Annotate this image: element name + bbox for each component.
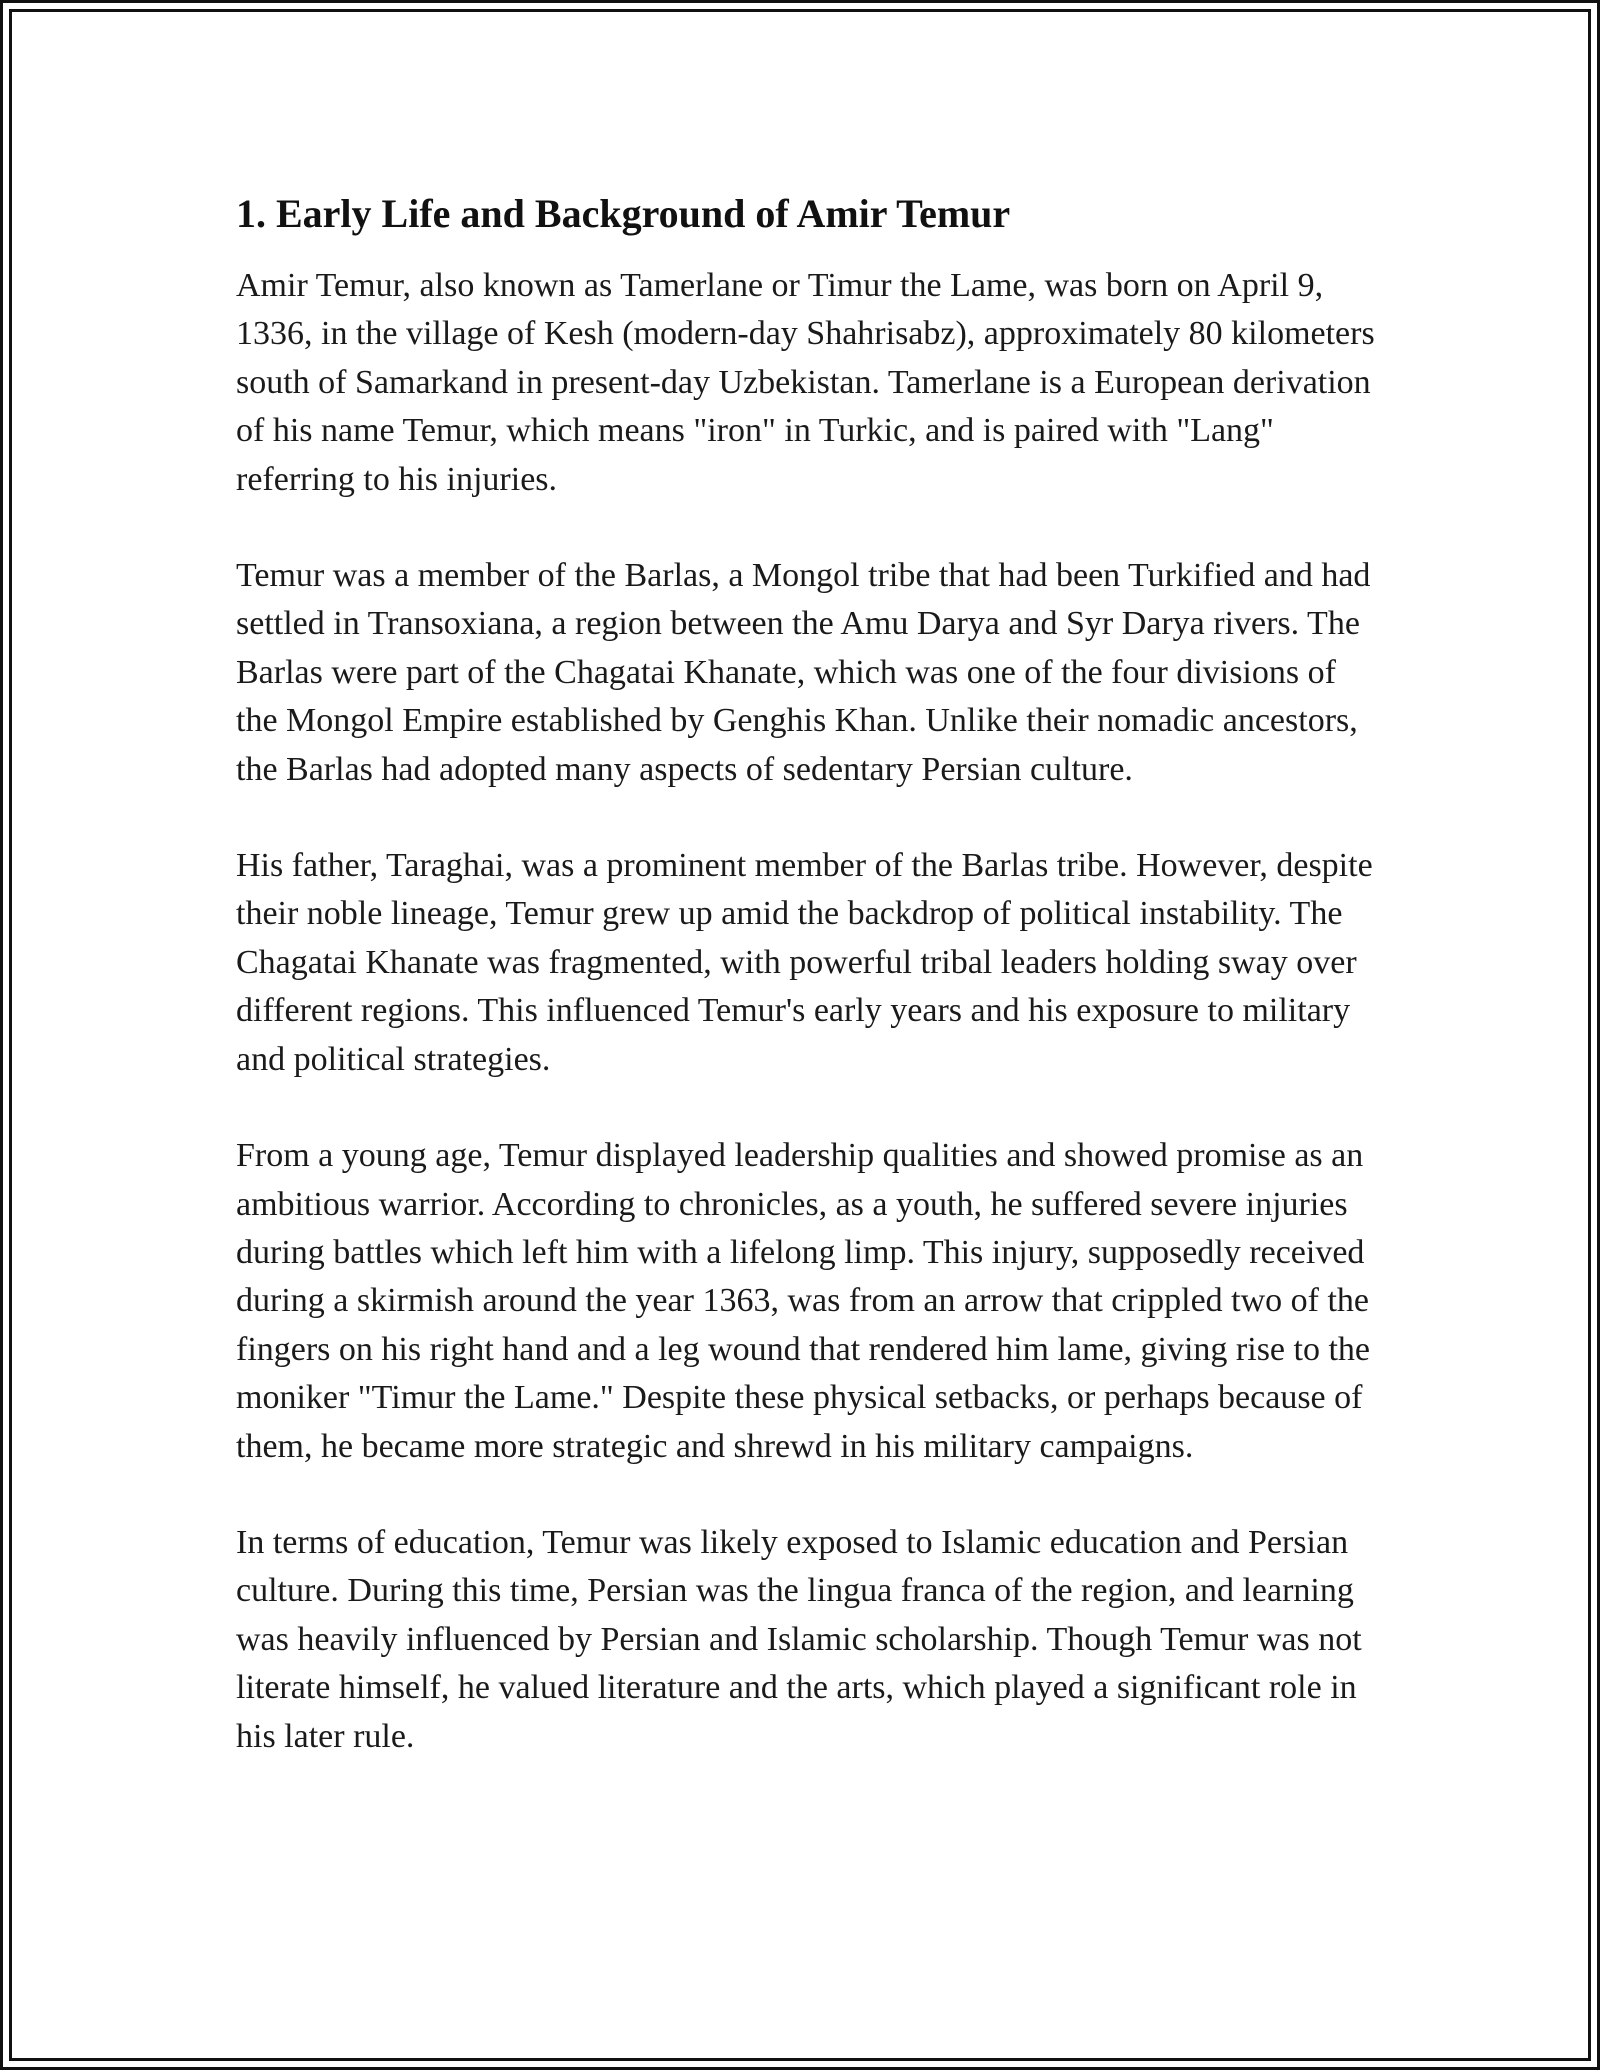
paragraph-barlas-tribe: Temur was a member of the Barlas, a Mongol tribe that had been Turkified and had settled in Transoxiana, a region between the Amu Darya and Syr Darya rivers. The Barlas were part of the Chagatai Khanate, which was one of the four divisions of the Mongol Empire established by Genghis Khan. Unlike their nomadic ancestors, the Barlas had adopted many aspects of sedentary Persian culture. xyxy=(236,557,1371,788)
paragraph-education: In terms of education, Temur was likely exposed to Islamic education and Persian culture. During this time, Persian was the lingua franca of the region, and learning was heavily influenced by Persian and Islamic scholarship. Though Temur was not literate himself, he valued literature and the arts, which played a significant role in his later rule. xyxy=(236,1523,1362,1755)
document-body xyxy=(236,186,1376,1761)
paragraph-birth: Amir Temur, also known as Tamerlane or Timur the Lame, was born on April 9, 1336, in the village of Kesh (modern-day Shahrisabz), approximately 80 kilometers south of Samarkand in present-day Uzbekistan. Tamerlane is a European derivation of his name Temur, which means "iron" in Turkic, and is paired with "Lang" referring to his injuries. xyxy=(236,267,1375,498)
paragraph-youth-injuries: From a young age, Temur displayed leadership qualities and showed promise as an ambitious warrior. According to chronicles, as a youth, he suffered severe injuries during battles which left him with a lifelong limp. This injury, supposedly received during a skirmish around the year 1363, was from an arrow that crippled two of the fingers on his right hand and a leg wound that rendered him lame, giving rise to the moniker "Timur the Lame." Despite these physical setbacks, or perhaps because of them, he became more strategic and shrewd in his military campaigns. xyxy=(236,1137,1371,1465)
section-heading: 1. Early Life and Background of Amir Temur xyxy=(236,191,1011,236)
paragraph-father: His father, Taraghai, was a prominent member of the Barlas tribe. However, despite their noble lineage, Temur grew up amid the backdrop of political instability. The Chagatai Khanate was fragmented, with powerful tribal leaders holding sway over different regions. This influenced Temur's early years and his exposure to military and political strategies. xyxy=(236,847,1373,1078)
